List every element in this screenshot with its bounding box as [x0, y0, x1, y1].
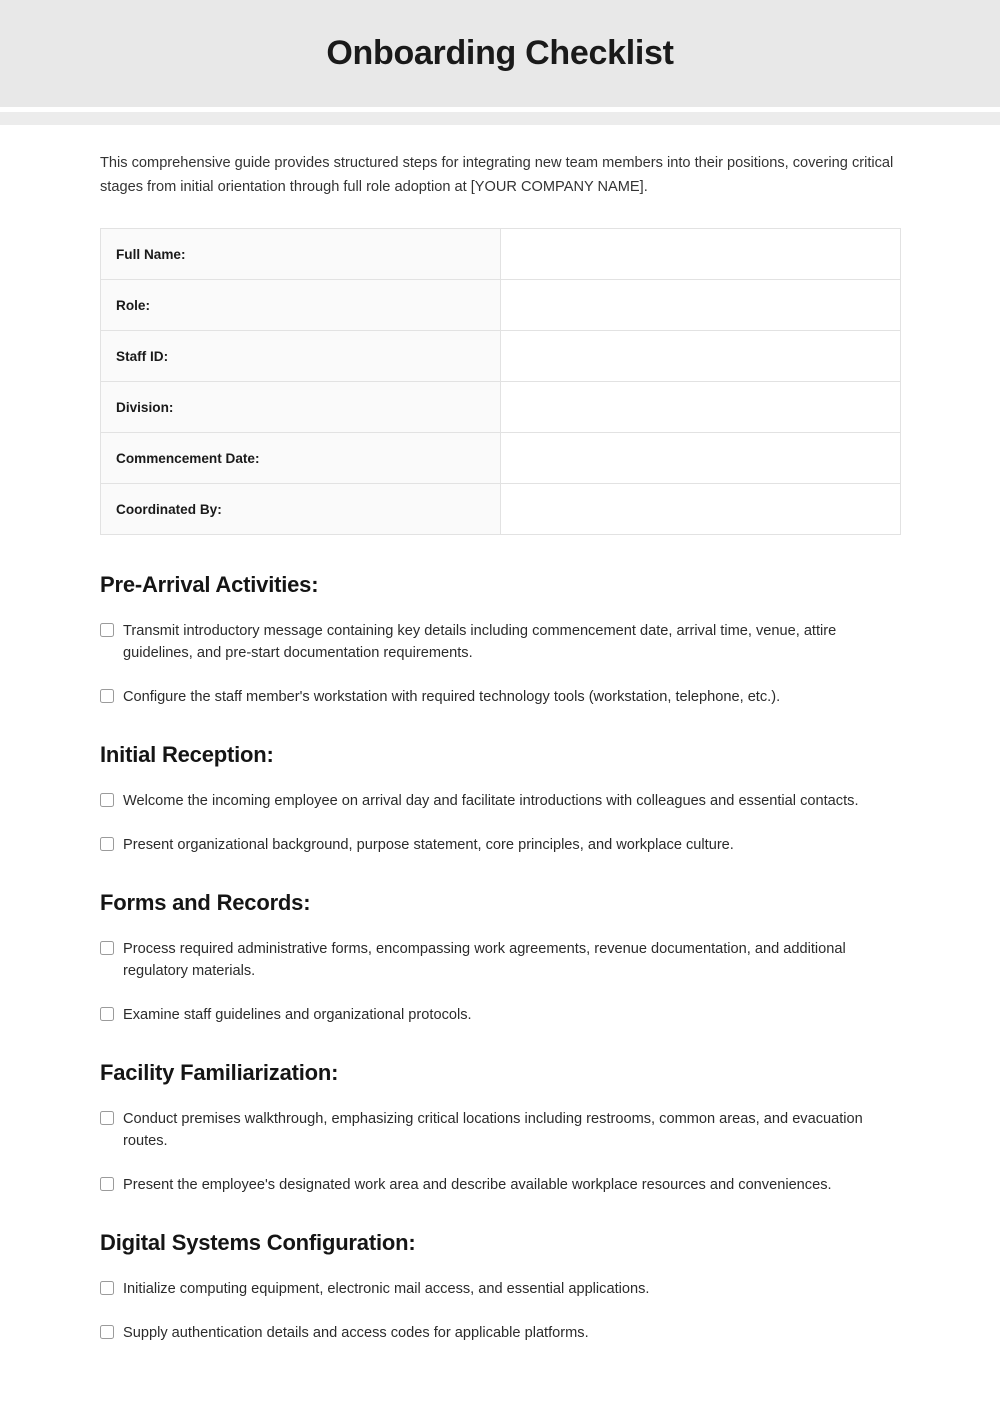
- checkbox-icon[interactable]: [100, 1111, 114, 1125]
- section-facility-familiarization: [100, 1060, 900, 1196]
- checklist-item-label: Present organizational background, purpose statement, core principles, and workplace culture.: [123, 837, 734, 853]
- info-label-coordinated-by: Coordinated By:: [101, 484, 501, 535]
- checkbox-icon[interactable]: [100, 623, 114, 637]
- checkbox-icon[interactable]: [100, 1281, 114, 1295]
- list-item[interactable]: [100, 834, 900, 856]
- checklist-item-label: Conduct premises walkthrough, emphasizing critical locations including restrooms, common areas, and evacuation routes.: [123, 1111, 863, 1149]
- checkbox-icon[interactable]: [100, 1177, 114, 1191]
- list-item[interactable]: [100, 620, 900, 664]
- checklist-item-label: Examine staff guidelines and organizational protocols.: [123, 1007, 472, 1023]
- checklist-item-label: Present the employee's designated work area and describe available workplace resources and conveniences.: [123, 1177, 832, 1193]
- checklist-item-label: Configure the staff member's workstation with required technology tools (workstation, telephone, etc.).: [123, 689, 781, 705]
- section-digital-systems-configuration: [100, 1230, 900, 1344]
- list-item[interactable]: [100, 790, 900, 812]
- info-label-full-name: Full Name:: [101, 229, 501, 280]
- info-value-division[interactable]: [501, 382, 901, 433]
- section-forms-and-records: [100, 890, 900, 1026]
- table-row: [101, 382, 901, 433]
- info-value-staff-id[interactable]: [501, 331, 901, 382]
- table-row: [101, 229, 901, 280]
- table-row: [101, 331, 901, 382]
- table-row: [101, 433, 901, 484]
- checkbox-icon[interactable]: [100, 941, 114, 955]
- info-label-staff-id: Staff ID:: [101, 331, 501, 382]
- checklist: [100, 1278, 900, 1344]
- checkbox-icon[interactable]: [100, 793, 114, 807]
- header-banner: [0, 0, 1000, 107]
- section-title: Initial Reception:: [100, 742, 274, 767]
- info-value-full-name[interactable]: [501, 229, 901, 280]
- checkbox-icon[interactable]: [100, 689, 114, 703]
- checklist-item-label: Initialize computing equipment, electronic mail access, and essential applications.: [123, 1281, 650, 1297]
- checklist-item-label: Welcome the incoming employee on arrival day and facilitate introductions with colleagues and essential contacts.: [123, 793, 859, 809]
- section-title: Facility Familiarization:: [100, 1060, 339, 1085]
- list-item[interactable]: [100, 1278, 900, 1300]
- list-item[interactable]: [100, 1004, 900, 1026]
- info-label-division: Division:: [101, 382, 501, 433]
- section-title: Pre-Arrival Activities:: [100, 572, 319, 597]
- table-row: [101, 280, 901, 331]
- checkbox-icon[interactable]: [100, 1325, 114, 1339]
- table-row: [101, 484, 901, 535]
- checkbox-icon[interactable]: [100, 837, 114, 851]
- info-value-coordinated-by[interactable]: [501, 484, 901, 535]
- checklist: [100, 1108, 900, 1196]
- section-initial-reception: [100, 742, 900, 856]
- checklist-item-label: Process required administrative forms, encompassing work agreements, revenue documentation, and additional regulatory materials.: [123, 941, 846, 979]
- banner-divider-strip: [0, 112, 1000, 125]
- list-item[interactable]: [100, 938, 900, 982]
- info-value-role[interactable]: [501, 280, 901, 331]
- info-label-role: Role:: [101, 280, 501, 331]
- checklist-item-label: Transmit introductory message containing key details including commencement date, arrival time, venue, attire guidelines, and pre-start documentation requirements.: [123, 623, 837, 661]
- section-title: Digital Systems Configuration:: [100, 1230, 416, 1255]
- intro-paragraph: This comprehensive guide provides structured steps for integrating new team members into their positions, covering critical stages from initial orientation through full role adoption at [YOUR COMPANY NAME].: [100, 155, 894, 195]
- list-item[interactable]: [100, 1322, 900, 1344]
- list-item[interactable]: [100, 1108, 900, 1152]
- checklist: [100, 938, 900, 1026]
- info-value-commencement-date[interactable]: [501, 433, 901, 484]
- employee-info-table: [100, 228, 901, 535]
- document-content: [0, 151, 1000, 1344]
- list-item[interactable]: [100, 1174, 900, 1196]
- list-item[interactable]: [100, 686, 900, 708]
- checklist: [100, 790, 900, 856]
- info-label-commencement-date: Commencement Date:: [101, 433, 501, 484]
- section-title: Forms and Records:: [100, 890, 311, 915]
- checklist-item-label: Supply authentication details and access codes for applicable platforms.: [123, 1325, 589, 1341]
- section-pre-arrival-activities: [100, 572, 900, 708]
- page-title: Onboarding Checklist: [326, 34, 674, 72]
- checklist: [100, 620, 900, 708]
- employee-info-table-body: [101, 229, 901, 535]
- checkbox-icon[interactable]: [100, 1007, 114, 1021]
